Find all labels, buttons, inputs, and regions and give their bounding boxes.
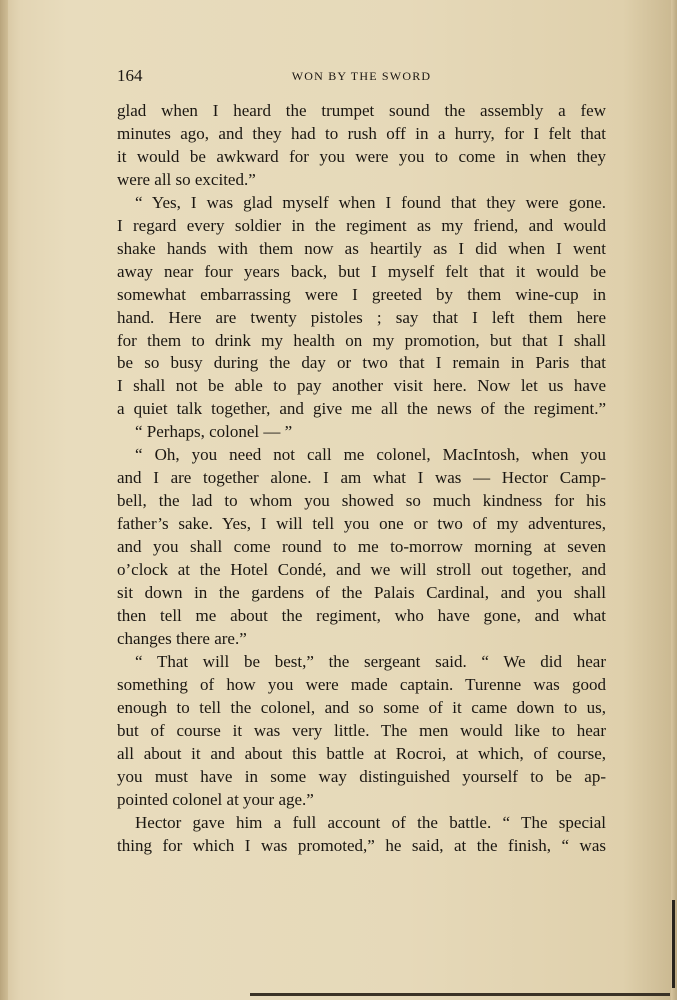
text-line: pointed colonel at your age.” — [117, 789, 314, 809]
text-line: I shall not be able to pay another visit here. Now let us have — [117, 376, 606, 396]
text-line: sit down in the gardens of the Palais Cardinal, and you shall — [117, 583, 606, 603]
text-line: enough to tell the colonel, and so some of it came down to us, — [117, 697, 606, 717]
text-line: glad when I heard the trumpet sound the assembly a few — [117, 101, 606, 120]
text-line: a quiet talk together, and give me all the news of the regiment.” — [117, 399, 606, 419]
text-line: I regard every soldier in the regiment as my friend, and would — [117, 215, 606, 235]
text-line: then tell me about the regiment, who have gone, and what — [117, 605, 606, 625]
text-line: away near four years back, but I myself felt that it would be — [117, 261, 606, 281]
text-line: it would be awkward for you were you to come in when they — [117, 146, 606, 166]
page-header — [117, 66, 606, 86]
text-line: bell, the lad to whom you showed so much kindness for his — [117, 491, 606, 511]
page-left-edge — [0, 0, 8, 1000]
text-line: hand. Here are twenty pistoles ; say that I left them here — [117, 307, 606, 327]
text-line: “ Yes, I was glad myself when I found that they were gone. — [135, 192, 606, 212]
text-line: you must have in some way distinguished yourself to be ap- — [117, 766, 606, 786]
text-line: “ That will be best,” the sergeant said. “ We did hear — [135, 651, 606, 671]
text-line: and I are together alone. I am what I was — Hector Camp- — [117, 468, 606, 488]
page-bottom-edge — [250, 993, 670, 996]
page-number: 164 — [117, 66, 143, 85]
text-line: “ Perhaps, colonel — ” — [135, 422, 293, 442]
page-right-edge — [671, 0, 677, 1000]
running-head: WON BY THE SWORD — [291, 69, 432, 83]
text-line: be so busy during the day or two that I remain in Paris that — [117, 353, 606, 373]
text-line: shake hands with them now as heartily as I did when I went — [117, 238, 606, 258]
text-line: father’s sake. Yes, I will tell you one or two of my adventures, — [117, 514, 606, 534]
text-line: o’clock at the Hotel Condé, and we will stroll out together, and — [117, 560, 606, 580]
text-line: were all so excited.” — [117, 169, 256, 189]
text-line: all about it and about this battle at Rocroi, at which, of course, — [117, 743, 606, 763]
text-line: but of course it was very little. The men would like to hear — [117, 720, 606, 740]
text-line: thing for which I was promoted,” he said, at the finish, “ was — [117, 835, 606, 855]
binding-mark — [672, 900, 675, 988]
text-line: “ Oh, you need not call me colonel, MacIntosh, when you — [135, 445, 606, 465]
text-line: changes there are.” — [117, 628, 247, 648]
body-text — [117, 100, 606, 857]
text-line: something of how you were made captain. Turenne was good — [117, 674, 606, 694]
text-line: for them to drink my health on my promotion, but that I shall — [117, 330, 606, 350]
text-line: somewhat embarrassing were I greeted by them wine-cup in — [117, 284, 606, 304]
text-line: Hector gave him a full account of the battle. “ The special — [135, 812, 606, 832]
text-line: minutes ago, and they had to rush off in a hurry, for I felt that — [117, 123, 606, 143]
text-line: and you shall come round to me to-morrow morning at seven — [117, 537, 606, 557]
